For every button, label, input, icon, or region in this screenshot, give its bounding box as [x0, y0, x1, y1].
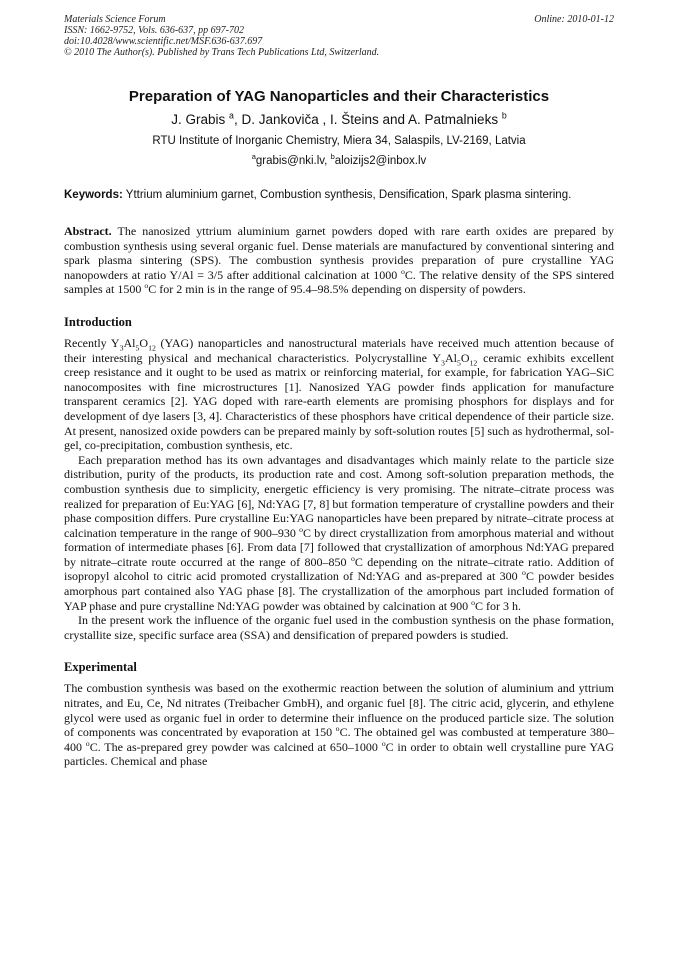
text-run: The combustion synthesis was based on the exothermic reaction between the solution of aluminium and yttrium nitrates, and Eu, Ce, Nd nitrates (Treibacher GmbH), and organic fuel [8]. The citric acid, glycerin, and ethylene glycol were used as organic fuel in order to determine their influence on the produced particle size. The solution of components was concentrated by evaporation at 150	[64, 681, 614, 740]
text-run: C for 3 h.	[475, 598, 522, 613]
text-run: C depending on the nitrate–citrate ratio. Addition of isopropyl alcohol to citric acid promoted crystallization of Nd:YAG and as-prepared at 300	[64, 554, 614, 584]
author-4-sup: b	[501, 110, 507, 121]
author-1-sup: a	[229, 110, 234, 121]
abstract-text-1: The nanosized yttrium aluminium garnet powders doped with rare earth oxides are prepared by combustion synthesis using several organic fuel. Dense materials are manufactured by conventional sintering and spark plasma sintering (SPS). The combustion synthesis provides preparation of pure crystalline YAG nanopowders at ratio Y/Al = 3/5 after additional calcination at 1000	[64, 224, 614, 282]
abstract-text-3: C for 2 min is in the range of 95.4–98.5% depending on dispersity of powders.	[148, 282, 526, 297]
text-run: Al	[123, 335, 136, 350]
keywords-label: Keywords:	[64, 189, 123, 201]
author-2-4: , D. Jankoviča , I. Šteins and A. Patmalnieks	[233, 112, 499, 127]
email-a-sup: a	[251, 152, 256, 162]
text-run: (YAG) nanoparticles and nanostructural materials have received much attention because of their interesting physical and mechanical characteristics. Polycrystalline Y	[64, 335, 614, 365]
subscript: 5	[456, 357, 461, 367]
degree-sup: o	[400, 266, 405, 276]
text-run: O	[460, 350, 470, 365]
intro-paragraph-2	[64, 453, 614, 614]
text-run: Al	[444, 350, 457, 365]
text-run: C powder besides amorphous part contained also YAG phase [8]. The crystallization of the amorphous part included formation of YAP phase and pure crystalline Nd:YAG powder was obtained by calcination at 900	[64, 569, 614, 613]
degree-sup: o	[299, 524, 304, 534]
paper-title: Preparation of YAG Nanoparticles and their Characteristics	[128, 88, 550, 105]
doi-line: doi:10.4028/www.scientific.net/MSF.636-637.697	[64, 36, 263, 47]
intro-paragraph-1	[64, 336, 614, 453]
experimental-paragraph	[64, 681, 614, 769]
degree-sup: o	[522, 568, 526, 578]
journal-name: Materials Science Forum	[64, 14, 166, 25]
degree-sup: o	[85, 738, 90, 748]
section-heading-introduction: Introduction	[64, 314, 132, 329]
email-a[interactable]: grabis@nki.lv,	[255, 155, 331, 167]
issn-line: ISSN: 1662-9752, Vols. 636-637, pp 697-702	[64, 25, 244, 36]
text-run: C in order to obtain well crystalline pure YAG particles. Chemical and phase	[64, 739, 615, 769]
degree-sup: o	[144, 281, 149, 291]
subscript: 12	[148, 343, 156, 353]
keywords-text: Yttrium aluminium garnet, Combustion synthesis, Densification, Spark plasma sintering.	[122, 189, 572, 201]
text-run: C by direct crystallization from amorphous material and without formation of intermediate phases [6]. From data [7] followed that crystallization of amorphous Nd:YAG prepared by nitrate–citrate route occurred at the range of 800–850	[64, 525, 615, 569]
email-b-sup: b	[330, 152, 335, 162]
text-run: O	[139, 335, 149, 350]
keywords	[64, 188, 614, 202]
intro-paragraph-3: In the present work the influence of the organic fuel used in the combustion synthesis on the phase formation, crystallite size, specific surface area (SSA) and densification of prepared powders is studied.	[64, 613, 614, 642]
subscript: 3	[441, 357, 445, 367]
abstract-label: Abstract.	[64, 224, 112, 238]
paper-page	[64, 14, 614, 769]
email-line	[64, 154, 614, 168]
subscript: 5	[135, 343, 140, 353]
author-1: J. Grabis	[171, 112, 226, 127]
degree-sup: o	[381, 738, 386, 748]
degree-sup: o	[335, 724, 340, 734]
email-b[interactable]: aloizijs2@inbox.lv	[334, 155, 427, 167]
text-run: C. The as-prepared grey powder was calcined at 650–1000	[89, 739, 382, 754]
subscript: 3	[119, 343, 124, 353]
online-date: Online: 2010-01-12	[534, 14, 614, 25]
affiliation: RTU Institute of Inorganic Chemistry, Miera 34, Salaspils, LV-2169, Latvia	[152, 135, 526, 147]
degree-sup: o	[350, 553, 355, 563]
subscript: 12	[469, 357, 478, 367]
section-heading-experimental: Experimental	[64, 660, 137, 675]
copyright-line: © 2010 The Author(s). Published by Trans Tech Publications Ltd, Switzerland.	[64, 47, 380, 58]
journal-header	[64, 14, 614, 58]
author-list	[64, 111, 614, 128]
text-run: ceramic exhibits excellent creep resistance and it ought to be used as matrix or reinforcing material, for example, for fabrication YAG–SiC nanocomposites with fine microstructures [1]. Nanosized YAG powder finds application for manufacture transparent ceramics [2]. YAG doped with rare-earth elements are promising phosphors for displays and for development of dye lasers [3, 4]. Characteristics of these phosphors have critical dependence of their particle size. At present, nanosized oxide powders can be prepared mainly by soft-solution routes [5] such as hydrothermal, sol-gel, co-precipitation, combustion synthesis, etc.	[64, 350, 614, 453]
text-run: Recently Y	[64, 335, 120, 350]
degree-sup: o	[471, 597, 476, 607]
abstract	[64, 224, 614, 297]
text-run: Each preparation method has its own advantages and disadvantages which mainly relate to the particle size distribution, purity of the products, its production rate and cost. Among soft-solution preparation methods, the combustion synthesis due to simplicity, energetic efficiency is very promising. The nitrate–citrate process was realized for preparation of Eu:YAG [6], Nd:YAG [7, 8] but formation temperature of crystalline powders and their phase composition differs. Pure crystalline Eu:YAG nanoparticles have been prepared by nitrate–citrate process at calcination temperature in the range of 900–930	[64, 452, 614, 540]
text-run: C. The obtained gel was combusted at temperature 380–400	[64, 725, 614, 754]
abstract-text-2: C. The relative density of the SPS sintered samples at 1500	[64, 267, 614, 297]
